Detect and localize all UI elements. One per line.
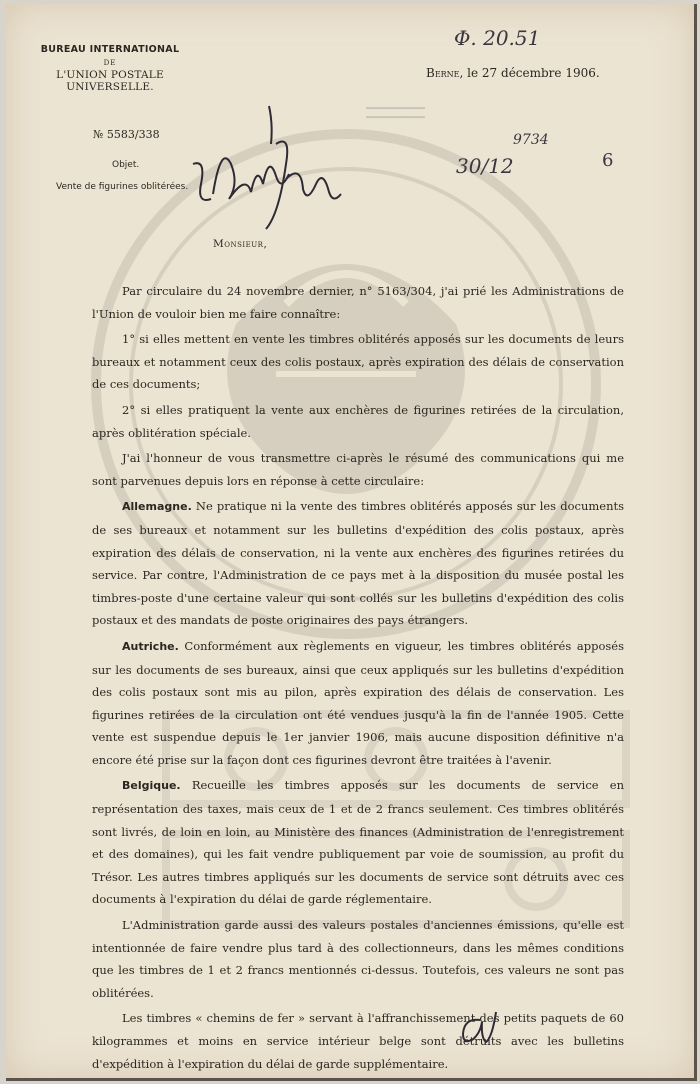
- paragraph-administration: L'Administration garde aussi des valeurs postales d'anciennes émissions, qu'elle est intentionnée de faire vendre plus tard à des collectionneurs, dans les mêmes conditions que les timbres de 1 et 2 francs mentionnés ci-dessus. Toutefois, ces valeurs ne sont pas oblitérées.: [92, 918, 624, 1000]
- paragraph-chemins-de-fer: Les timbres « chemins de fer » servant à l'affranchissement des petits paquets de 60 kilogrammes et moins en service intérieur belge sont détruits avec les bulletins d'expédition à l'expiration du délai de garde supplémentaire.: [92, 1011, 624, 1071]
- paragraph-transmission: J'ai l'honneur de vous transmettre ci-après le résumé des communications qui me sont parvenues depuis lors en réponse à cette circulaire:: [92, 451, 624, 488]
- allemagne-text: Ne pratique ni la vente des timbres oblitérés apposés sur les documents de ses bureaux et notamment sur les bulletins d'expédition des colis postaux, après expiration des délais de conservation, ni la vente aux enchères des figurines retirées du service. Par contre, l'Administration de ce pays met à la disposition du musée postal les timbres-poste d'une certaine valeur qui sont collés sur les bulletins d'expédition des colis postaux et des mandats de poste originaires des pays étrangers.: [92, 499, 625, 628]
- letterhead-de: DE: [103, 59, 117, 67]
- handwritten-six: 6: [602, 150, 614, 171]
- handwritten-number-small: 9734: [513, 132, 549, 148]
- paragraph-autriche: [92, 635, 624, 772]
- country-autriche: Autriche.: [122, 639, 179, 653]
- letterhead: [26, 44, 194, 93]
- paragraph-point-1: 1° si elles mettent en vente les timbres oblitérés apposés sur les documents de leurs bureaux et notamment ceux des colis postaux, après expiration des délais de conservation de ces documents;: [92, 332, 624, 392]
- salutation: Monsieur,: [213, 238, 268, 250]
- autriche-text: Conformément aux règlements en vigueur, les timbres oblitérés apposés sur les documents de ses bureaux, ainsi que ceux appliqués sur les bulletins d'expédition des colis postaux sont mis au pilon, après expiration des délais de conservation. Les figurines retirées de la circulation ont été vendues jusqu'à la fin de l'année 1905. Cette vente est suspendue depuis le 1er janvier 1906, mais aucune disposition définitive n'a encore été prise sur la façon dont ces figurines devront être traitées à l'avenir.: [92, 638, 624, 767]
- date: le 27 décembre 1906.: [467, 66, 600, 80]
- place-date: [426, 66, 600, 80]
- handwritten-number-large: 30/12: [456, 154, 514, 178]
- belgique-text: Recueille les timbres apposés sur les documents de service en représentation des taxes, mais ceux de 1 et de 2 francs seulement. Ces timbres oblitérés sont livrés, de loin en loin, au Ministère des finances (Administration de l'enregistrement et des domaines), qui les fait vendre publiquement par voie de soumission, au profit du Trésor. Les autres timbres appliqués sur les documents de service sont détruits avec ces documents à l'expiration du délai de garde réglementaire.: [92, 778, 625, 907]
- handwritten-a-icon: [458, 1010, 498, 1048]
- faint-stamp-impression: ▬▬▬▬▬▬▬▬▬▬▬▬▬▬ ▬▬▬▬▬▬▬▬▬▬▬▬▬▬: [366, 104, 426, 121]
- handwritten-signature-icon: [191, 104, 351, 234]
- paragraph-point-2: 2° si elles pratiquent la vente aux enchères de figurines retirées de la circulation, après oblitération spéciale.: [92, 402, 624, 440]
- letterhead-union: L'UNION POSTALE UNIVERSELLE.: [56, 69, 164, 93]
- paragraph-belgique: [92, 774, 624, 911]
- country-belgique: Belgique.: [122, 779, 181, 793]
- letter-body: [92, 280, 624, 1078]
- letter-page: [6, 4, 697, 1081]
- objet-label: Objet.: [112, 160, 140, 170]
- handwritten-archive-number: Φ. 20.51: [454, 26, 541, 50]
- letterhead-bureau: BUREAU INTERNATIONAL: [40, 44, 180, 55]
- paragraph-circulaire: Par circulaire du 24 novembre dernier, n° 5163/304, j'ai prié les Administrations de l'Union de vouloir bien me faire connaître:: [92, 284, 624, 321]
- paragraph-allemagne: [92, 495, 624, 632]
- objet-text: Vente de figurines oblitérées.: [56, 182, 189, 192]
- reference-number: № 5583/338: [93, 128, 160, 141]
- place: Berne,: [426, 66, 464, 80]
- country-allemagne: Allemagne.: [122, 500, 192, 514]
